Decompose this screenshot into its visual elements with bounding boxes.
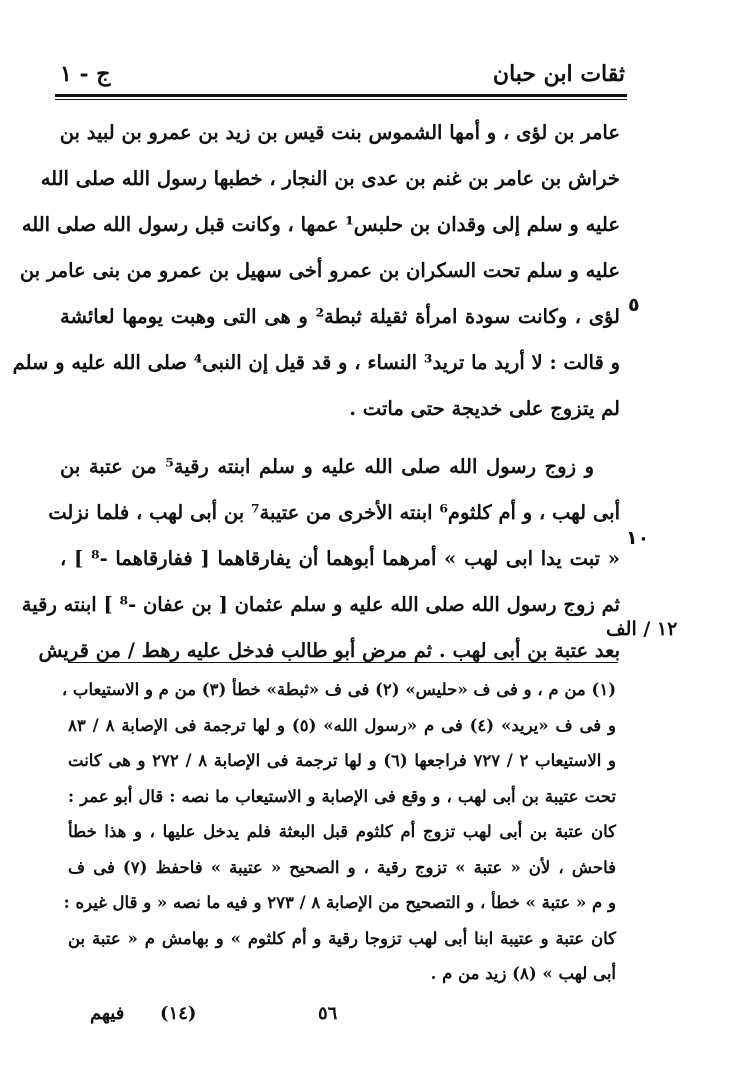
- footnote-line: و الاستيعاب ٢ / ٧٢٧ فراجعها (٦) و لها ترجمة فى الإصابة ٨ / ٢٧٢ و هى كانت: [68, 751, 617, 770]
- catchword: فيهم: [90, 1003, 125, 1024]
- footnote-line: تحت عتيبة بن أبى لهب ، و وقع فى الإصابة و الاستيعاب ما نصه : قال أبو عمر :: [68, 786, 616, 806]
- text-line: و قالت : لا أريد ما تريد³ النساء ، و قد قيل إن النبى⁴ صلى الله عليه و سلم: [12, 351, 620, 374]
- text-line: عامر بن لؤى ، و أمها الشموس بنت قيس بن زيد بن عمرو بن لبيد بن: [59, 121, 620, 144]
- text-line: خراش بن عامر بن غنم بن عدى بن النجار ، خطبها رسول الله صلى الله: [40, 167, 620, 190]
- footnote-line: كان عتبة بن أبى لهب تزوج أم كلثوم قبل البعثة فلم يدخل عليها ، و هذا خطأ: [68, 822, 616, 841]
- text-line: عليه و سلم إلى وقدان بن حلبس¹ عمها ، وكانت قبل رسول الله صلى الله: [21, 213, 620, 236]
- page-number: ٥٦: [318, 1003, 338, 1024]
- footnote-line: (١) من م ، و فى ف «حليس» (٢) فى ف «ثبطة» خطأ (٣) من م و الاستيعاب ،: [61, 680, 616, 699]
- footnote-line: و م « عتبة » خطأ ، و التصحيح من الإصابة ٨ / ٢٧٣ و فيه ما نصه « و قال غيره :: [63, 893, 616, 912]
- text-line: ثم زوج رسول الله صلى الله عليه و سلم عثمان [ بن عفان -⁸ ] ابنته رقية: [21, 593, 620, 616]
- folio-margin-note: ١٢ / الف: [606, 618, 678, 640]
- footnote-line: أبى لهب » (٨) زيد من م .: [430, 964, 616, 983]
- text-line: أبى لهب ، و أم كلثوم⁶ ابنته الأخرى من عتيبة⁷ بن أبى لهب ، فلما نزلت: [48, 501, 620, 524]
- book-title: ثقات ابن حبان: [492, 61, 625, 87]
- line-number-10: ١٠: [626, 527, 650, 549]
- footnote-line: و فى ف «يريد» (٤) فى م «رسول الله» (٥) و لها ترجمة فى الإصابة ٨ / ٨٣: [68, 715, 617, 735]
- header-rule-thin: [55, 99, 627, 100]
- main-text: [12, 110, 620, 674]
- text-line: و زوج رسول الله صلى الله عليه و سلم ابنته رقية⁵ من عتبة بن: [60, 455, 594, 478]
- header-rule-thick: [55, 94, 627, 97]
- running-header: [60, 58, 625, 90]
- footnote-line: فاحش ، لأن « عتبة » تزوج رقية ، و الصحيح « عتيبة » فاحفظ (٧) فى ف: [68, 857, 616, 877]
- footnote-rule: [68, 662, 618, 663]
- line-number-5: ٥: [628, 294, 640, 316]
- text-line: لم يتزوج على خديجة حتى ماتت .: [349, 397, 620, 420]
- footnote-line: كان عتبة و عتيبة ابنا أبى لهب تزوجا رقية و أم كلثوم » و بهامش م « عتبة بن: [68, 928, 616, 948]
- text-line: عليه و سلم تحت السكران بن عمرو أخى سهيل بن عمرو من بنى عامر بن: [19, 259, 620, 282]
- text-line: « تبت يدا ابى لهب » أمرهما أبوهما أن يفارقاهما [ ففارقاهما -⁸ ] ،: [60, 547, 620, 570]
- footnotes: [61, 672, 617, 992]
- text-line: بعد عتبة بن أبى لهب . ثم مرض أبو طالب فدخل عليه رهط / من قريش: [38, 639, 620, 662]
- text-line: لؤى ، وكانت سودة امرأة ثقيلة ثبطة² و هى التى وهبت يومها لعائشة: [60, 305, 620, 328]
- sheet-sequence: (١٤): [160, 1003, 197, 1024]
- volume-label: ج - ١: [60, 61, 111, 87]
